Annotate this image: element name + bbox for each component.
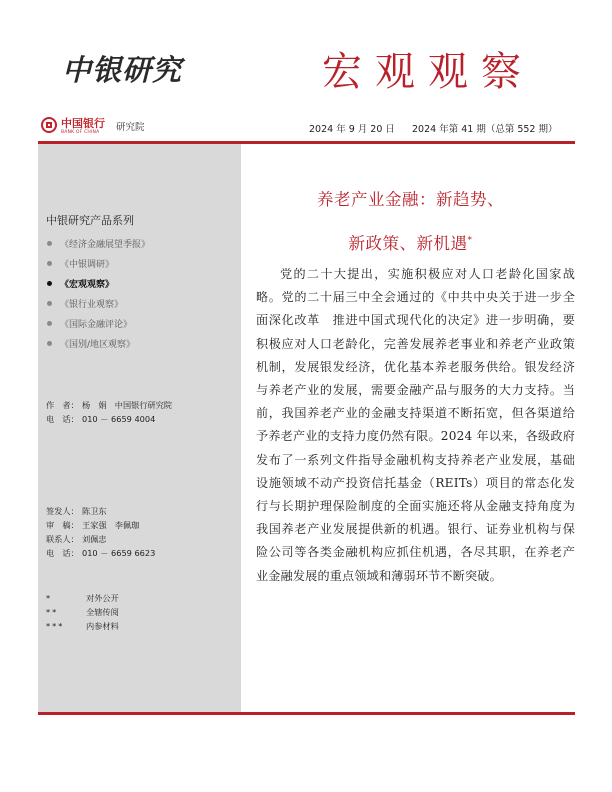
article-headline-line2: 新政策、新机遇* (348, 234, 473, 253)
series-item: 《中银调研》 (46, 253, 150, 273)
bullet-icon (47, 261, 52, 266)
access-line: *** 内参材料 (46, 621, 119, 631)
publication-date: 2024 年 9 月 20 日 (309, 124, 395, 135)
approval-block (46, 504, 155, 560)
series-item: 《国别/地区观察》 (46, 333, 150, 353)
article-body: 党的二十大提出，实施积极应对人口老龄化国家战略。党的二十届三中全会通过的《中共中央关于进一步全面深化改革 推进中国式现代化的决定》进一步明确，要积极应对人口老龄化，完善发展养老事业和养老产业政策机制，发展银发经济，优化基本养老服务供给。银发经济与养老产业的发展，需要金融产品与服务的大力支持。当前，我国养老产业的金融支持渠道不断拓宽，但各渠道给予养老产业的支持力度仍然有限。2024 年以来，各级政府发布了一系列文件指导金融机构支持养老产业发展，基础设施领域不动产投资信托基金（REITs）项目的常态化发行与长期护理保险制度的全面实施还将从金融支持角度为我国养老产业发展提供新的机遇。银行、证券业机构与保险公司等各类金融机构应抓住机遇，各尽其职，在养老产业金融发展的重点领域和薄弱环节不断突破。 (256, 267, 575, 583)
publication-title: 宏观观察 (322, 49, 534, 95)
bullet-icon (47, 321, 52, 326)
footnote-mark: * (467, 235, 473, 246)
signer-line: 签发人： 陈卫东 (46, 506, 107, 516)
series-item: 《银行业观察》 (46, 293, 150, 313)
contact-line: 联系人： 刘佩忠 (46, 534, 107, 544)
bullet-icon (47, 281, 52, 286)
institute-label: 研究院 (116, 122, 145, 133)
access-line: * 对外公开 (46, 593, 119, 603)
author-line: 作 者： 杨 娟 中国银行研究院 (46, 400, 173, 410)
brand-logo-text: 中银研究 (62, 53, 183, 87)
article-headline-line1: 养老产业金融：新趋势、 (317, 190, 504, 209)
bullet-icon (47, 301, 52, 306)
author-block (46, 398, 172, 426)
series-item: 《国际金融评论》 (46, 313, 150, 333)
bank-emblem-icon (41, 117, 57, 133)
bullet-icon (47, 341, 52, 346)
reviewer-line: 审 稿： 王家强 李佩珈 (46, 520, 140, 530)
access-line: ** 全辖传阅 (46, 607, 119, 617)
bank-name-cn: 中国银行 (61, 117, 105, 130)
contact-phone-line: 电 话： 010 － 6659 6623 (46, 548, 156, 558)
access-level-block (46, 591, 119, 633)
series-list (46, 233, 150, 353)
series-item-active: 《宏观观察》 (46, 273, 150, 293)
bank-name-en: BANK OF CHINA (61, 130, 100, 135)
series-title: 中银研究产品系列 (46, 214, 134, 227)
footer-divider (38, 712, 575, 715)
author-phone-line: 电 话： 010 － 6659 4004 (46, 414, 156, 424)
bullet-icon (47, 241, 52, 246)
issue-number: 2024 年第 41 期（总第 552 期） (412, 124, 558, 135)
series-item: 《经济金融展望季报》 (46, 233, 150, 253)
